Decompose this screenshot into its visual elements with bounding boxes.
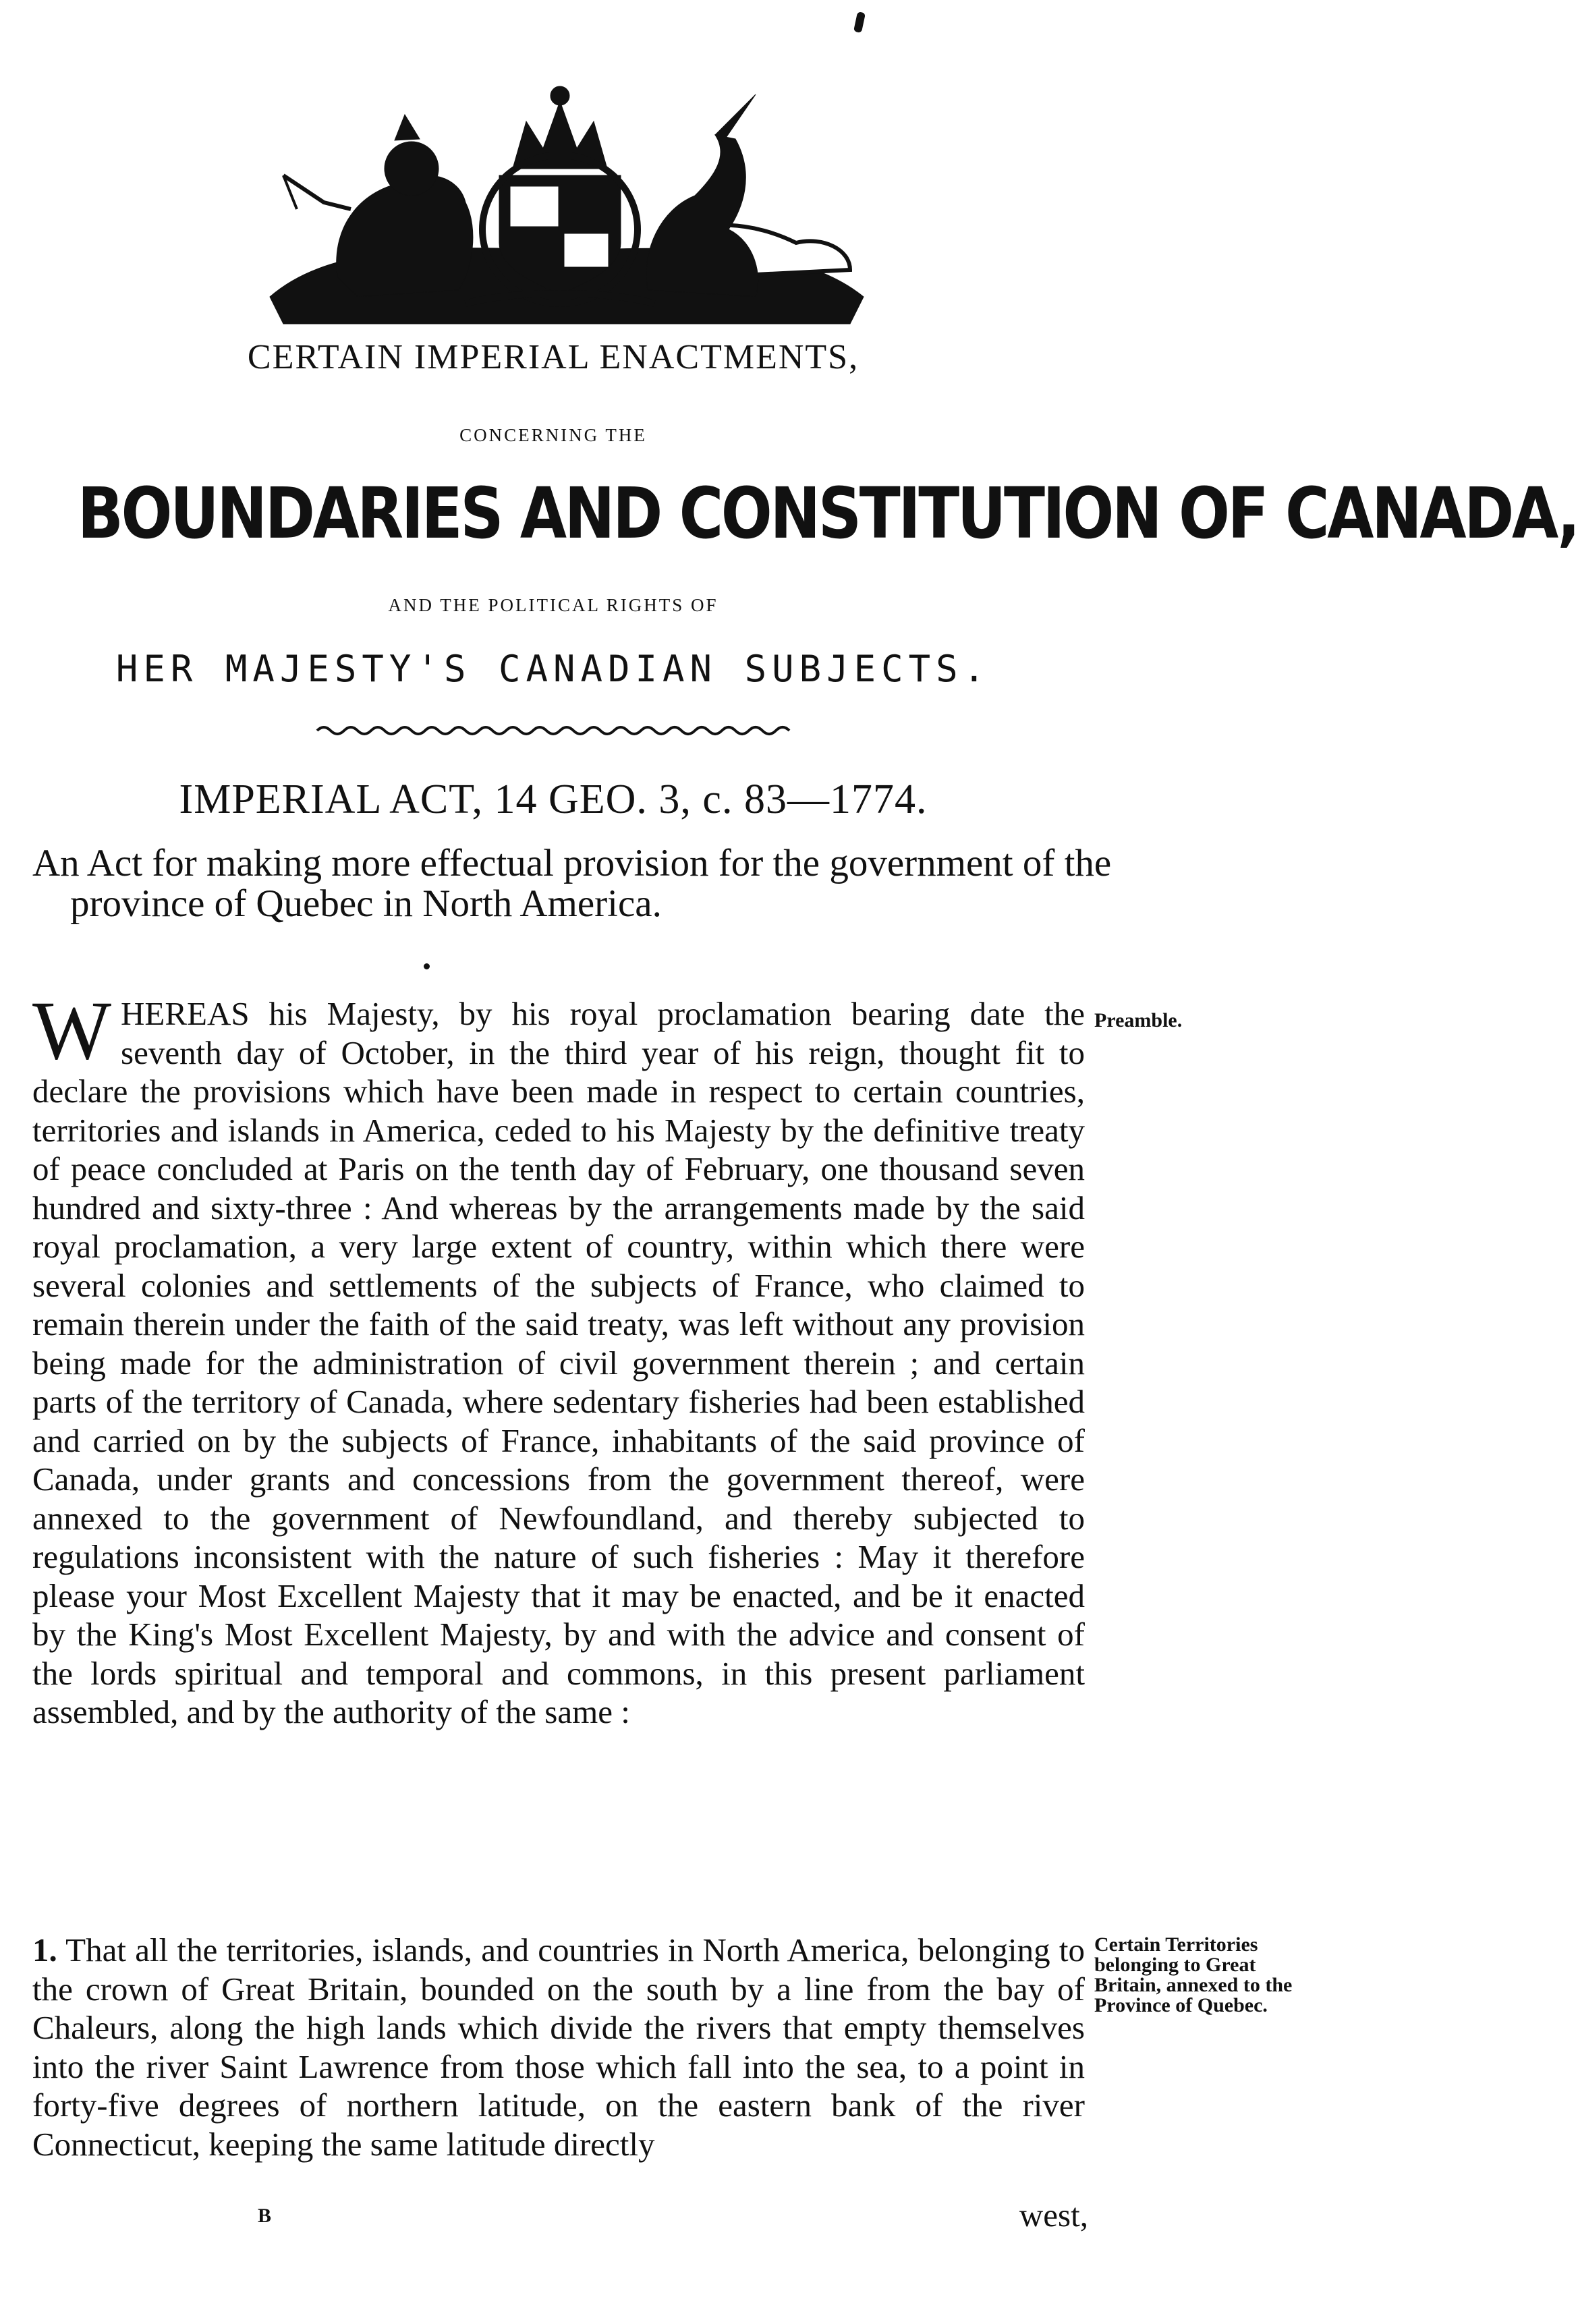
clause-1-paragraph — [32, 1931, 1085, 2163]
clause-number: 1. — [32, 1931, 57, 1968]
margin-note-preamble: Preamble. — [1094, 1009, 1183, 1031]
margin-note-clause-1: Certain Territories belonging to Great Britain, annexed to the Province of Quebec. — [1094, 1933, 1293, 2016]
preamble-paragraph — [32, 984, 1085, 1732]
preamble-text: HEREAS his Majesty, by his royal proclamation bearing date the seventh day of October, in the third year of his reign, thought fit to declare the provisions which have been made in respect to certain countries, territories and islands in America, ceded to his Majesty by the definitive treaty of peace concluded at Paris on the tenth day of February, one thousand seven hundred and sixty-three : And whereas by the arrangements made by the said royal proclamation, a very large extent of country, within which there were several colonies and settlements of the subjects of France, who claimed to remain therein under the faith of the said treaty, was left without any provision being made for the administration of civil government therein ; and certain parts of the territory of Canada, where sedentary fisheries had been established and carried on by the subjects of France, inhabitants of the said province of Canada, under grants and concessions from the government thereof, were annexed to the government of Newfoundland, and thereby subjected to regulations inconsistent with the nature of such fisheries : May it therefore please your Most Excellent Majesty that it may be enacted, and be it enacted by the King's Most Excellent Majesty, by and with the advice and consent of the lords spiritual and temporal and commons, in this present parliament assembled, and by the authority of the same : — [32, 995, 1085, 1730]
clause-1-text: That all the territories, islands, and countries in North America, belonging to the crown of Great Britain, bounded on the south by a line from the bay of Chaleurs, along the high lands which divide the rivers that empty themselves into the river Saint Lawrence from those which fall into the sea, to a point in forty-five degrees of northern latitude, on the eastern bank of the river Connecticut, keeping the same latitude directly — [32, 1931, 1085, 2163]
title-line-2: CONCERNING THE — [459, 425, 647, 445]
title-line-5: HER MAJESTY'S CANADIAN SUBJECTS. — [115, 648, 991, 690]
ink-mark — [853, 11, 866, 33]
main-title: BOUNDARIES AND CONSTITUTION OF CANADA, — [77, 472, 1578, 555]
act-title: An Act for making more effectual provision for the government of the province of Quebec in North America. — [32, 842, 1112, 925]
act-citation: IMPERIAL ACT, 14 GEO. 3, c. 83—1774. — [179, 776, 928, 822]
title-line-4: AND THE POLITICAL RIGHTS OF — [388, 595, 718, 615]
title-line-1: CERTAIN IMPERIAL ENACTMENTS, — [247, 338, 860, 376]
signature-mark: B — [258, 2205, 272, 2227]
catchword: west, — [1019, 2197, 1088, 2234]
drop-cap: W — [32, 984, 112, 1077]
ornamental-rule-icon — [317, 722, 796, 739]
ink-dot — [424, 963, 430, 969]
royal-coat-of-arms-icon — [243, 74, 891, 331]
